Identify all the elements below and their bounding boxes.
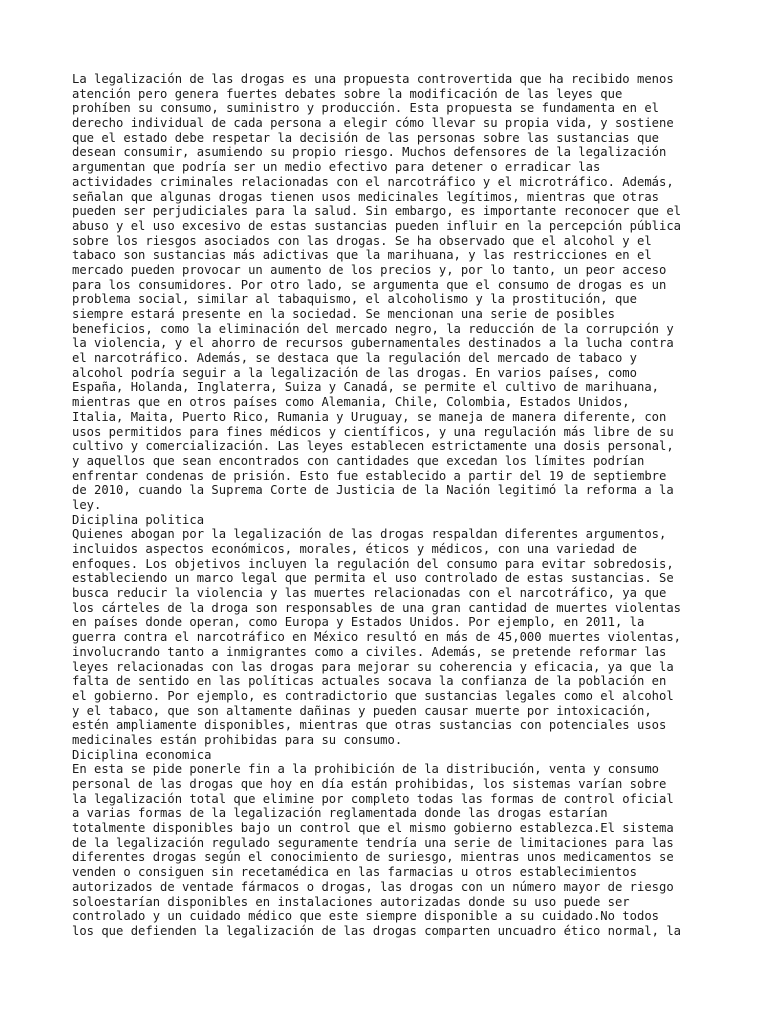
body-text-line: que el estado debe respetar la decisión de las personas sobre las sustancias que bbox=[72, 130, 659, 145]
body-text-line: alcohol podría seguir a la legalización de las drogas. En varios países, como bbox=[72, 365, 637, 380]
body-text-line: controlado y un cuidado médico que este siempre disponible a su cuidado.No todos bbox=[72, 909, 659, 924]
body-text-line: abuso y el uso excesivo de estas sustancias pueden influir en la percepción pública bbox=[72, 218, 682, 233]
body-text-line: el narcotráfico. Además, se destaca que la regulación del mercado de tabaco y bbox=[72, 351, 637, 366]
document-body bbox=[72, 72, 702, 939]
body-text-line: venden o consiguen sin recetamédica en las farmacias u otros establecimientos bbox=[72, 865, 637, 880]
body-text-line: totalmente disponibles bajo un control que el mismo gobierno establezca.El sistema bbox=[72, 821, 674, 836]
body-text-line: de la legalización regulado seguramente tendría una serie de limitaciones para las bbox=[72, 835, 674, 850]
body-text-line: autorizados de ventade fármacos o drogas, las drogas con un número mayor de riesgo bbox=[72, 879, 674, 894]
body-text-line: para los consumidores. Por otro lado, se argumenta que el consumo de drogas es un bbox=[72, 277, 667, 292]
body-text-line: soloestarían disponibles en instalaciones autorizadas donde su uso puede ser bbox=[72, 894, 630, 909]
body-text-line: argumentan que podría ser un medio efectivo para detener o erradicar las bbox=[72, 160, 601, 175]
body-text-line: involucrando tanto a inmigrantes como a civiles. Además, se pretende reformar las bbox=[72, 644, 667, 659]
body-text-line: atención pero genera fuertes debates sobre la modificación de las leyes que bbox=[72, 86, 623, 101]
body-text-line: los cárteles de la droga son responsables de una gran cantidad de muertes violentas bbox=[72, 600, 682, 615]
body-text-line: España, Holanda, Inglaterra, Suiza y Canadá, se permite el cultivo de marihuana, bbox=[72, 380, 659, 395]
section-heading-economica: Diciplina economica bbox=[72, 747, 212, 762]
body-text-line: prohíben su consumo, suministro y producción. Esta propuesta se fundamenta en el bbox=[72, 101, 659, 116]
body-text-line: La legalización de las drogas es una propuesta controvertida que ha recibido menos bbox=[72, 72, 674, 86]
body-text-line: el gobierno. Por ejemplo, es contradictorio que sustancias legales como el alcohol bbox=[72, 688, 674, 703]
body-text-line: estén ampliamente disponibles, mientras que otras sustancias con potenciales usos bbox=[72, 718, 667, 733]
body-text-line: cultivo y comercialización. Las leyes establecen estrictamente una dosis personal, bbox=[72, 439, 674, 454]
body-text-line: señalan que algunas drogas tienen usos medicinales legítimos, mientras que otras bbox=[72, 189, 659, 204]
body-text-line: actividades criminales relacionadas con el narcotráfico y el microtráfico. Además, bbox=[72, 174, 674, 189]
body-text-line: la legalización total que elimine por completo todas las formas de control oficial bbox=[72, 791, 674, 806]
body-text-line: a varias formas de la legalización reglamentada donde las drogas estarían bbox=[72, 806, 608, 821]
body-text-line: de 2010, cuando la Suprema Corte de Justicia de la Nación legitimó la reforma a la bbox=[72, 483, 674, 498]
section-heading-politica: Diciplina politica bbox=[72, 512, 205, 527]
body-text-line: medicinales están prohibidas para su consumo. bbox=[72, 732, 403, 747]
body-text-line: problema social, similar al tabaquismo, el alcoholismo y la prostitución, que bbox=[72, 292, 637, 307]
body-text-line: los que defienden la legalización de las drogas comparten uncuadro ético normal, la bbox=[72, 923, 682, 938]
body-text-line: siempre estará presente en la sociedad. Se mencionan una serie de posibles bbox=[72, 307, 615, 321]
body-text-line: Quienes abogan por la legalización de las drogas respaldan diferentes argumentos, bbox=[72, 527, 667, 542]
body-text-line: pueden ser perjudiciales para la salud. Sin embargo, es importante reconocer que el bbox=[72, 204, 682, 219]
body-text-line: derecho individual de cada persona a elegir cómo llevar su propia vida, y sostiene bbox=[72, 116, 674, 131]
body-text-line: leyes relacionadas con las drogas para mejorar su coherencia y eficacia, ya que la bbox=[72, 659, 674, 674]
body-text-line: desean consumir, asumiendo su propio riesgo. Muchos defensores de la legalización bbox=[72, 145, 667, 160]
body-text-line: y el tabaco, que son altamente dañinas y pueden causar muerte por intoxicación, bbox=[72, 703, 652, 718]
body-text-line: enfrentar condenas de prisión. Esto fue establecido a partir del 19 de septiembre bbox=[72, 468, 667, 483]
body-text-line: guerra contra el narcotráfico en México resultó en más de 45,000 muertes violentas, bbox=[72, 630, 682, 645]
body-text-line: sobre los riesgos asociados con las drogas. Se ha observado que el alcohol y el bbox=[72, 233, 652, 248]
body-text-line: falta de sentido en las políticas actuales socava la confianza de la población en bbox=[72, 674, 667, 689]
body-text-line: diferentes drogas según el conocimiento de suriesgo, mientras unos medicamentos se bbox=[72, 850, 674, 865]
body-text-line: estableciendo un marco legal que permita el uso controlado de estas sustancias. Se bbox=[72, 571, 674, 586]
body-text-line: incluidos aspectos económicos, morales, éticos y médicos, con una variedad de bbox=[72, 542, 637, 556]
body-text-line: en países donde operan, como Europa y Estados Unidos. Por ejemplo, en 2011, la bbox=[72, 615, 645, 630]
body-text-line: beneficios, como la eliminación del mercado negro, la reducción de la corrupción y bbox=[72, 321, 674, 336]
body-text-line: la violencia, y el ahorro de recursos gubernamentales destinados a la lucha contra bbox=[72, 336, 674, 351]
body-text-line: enfoques. Los objetivos incluyen la regulación del consumo para evitar sobredosis, bbox=[72, 556, 674, 571]
body-text-line: busca reducir la violencia y las muertes relacionadas con el narcotráfico, ya que bbox=[72, 586, 667, 601]
body-text-line: personal de las drogas que hoy en día están prohibidas, los sistemas varían sobre bbox=[72, 777, 667, 791]
body-text-line: En esta se pide ponerle fin a la prohibición de la distribución, venta y consumo bbox=[72, 762, 659, 777]
body-text-line: mientras que en otros países como Alemania, Chile, Colombia, Estados Unidos, bbox=[72, 395, 630, 410]
body-text-line: usos permitidos para fines médicos y científicos, y una regulación más libre de su bbox=[72, 424, 674, 439]
body-text-line: Italia, Maita, Puerto Rico, Rumania y Uruguay, se maneja de manera diferente, con bbox=[72, 409, 667, 424]
body-text-line: y aquellos que sean encontrados con cantidades que excedan los límites podrían bbox=[72, 453, 645, 468]
body-text-line: mercado pueden provocar un aumento de los precios y, por lo tanto, un peor acceso bbox=[72, 262, 667, 277]
body-text-line: tabaco son sustancias más adictivas que la marihuana, y las restricciones en el bbox=[72, 248, 652, 263]
body-text-line: ley. bbox=[72, 497, 102, 512]
